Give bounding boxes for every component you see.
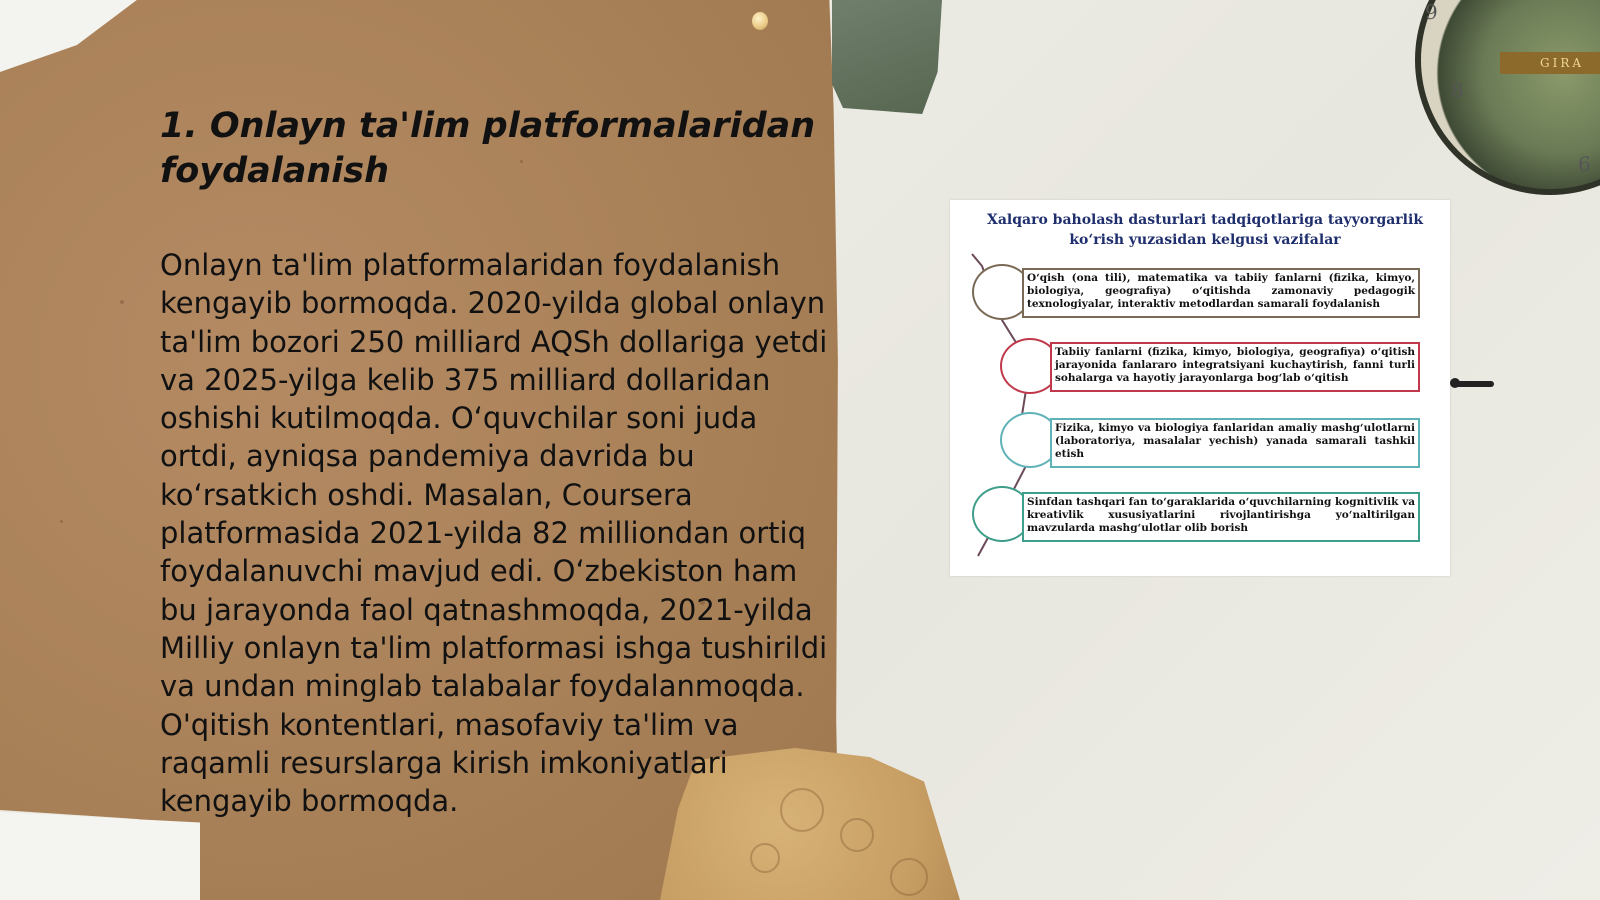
clock-number: 9 — [1425, 0, 1438, 24]
clock-badge: GIRA — [1500, 52, 1600, 74]
infographic-title: Xalqaro baholash dasturlari tadqiqotlariga tayyorgarlik ko‘rish yuzasidan kelgusi vazifalar — [986, 212, 1424, 248]
clock-number: 6 — [1578, 152, 1591, 176]
paper-scrap-bottom — [0, 812, 200, 900]
ink-dash-mark — [1452, 381, 1494, 387]
slide-title: 1. Onlayn ta'lim platformalaridan foydalanish — [160, 106, 816, 191]
clock-number: 8 — [1451, 78, 1464, 102]
pushpin-icon — [752, 12, 768, 30]
slide-body-text: Onlayn ta'lim platformalaridan foydalanish kengayib bormoqda. 2020-yilda global onlayn ta'lim bozori 250 milliard AQSh dollariga yetdi va 2025-yilga kelib 375 milliard dollaridan oshishi kutilmoqda. O‘quvchilar soni juda ortdi, ayniqsa pandemiya davrida bu ko‘rsatkich oshdi. Masalan, Coursera platformasida 2021-yilda 82 milliondan ortiq foydalanuvchi mavjud edi. O‘zbekiston ham bu jarayonda faol qatnashmoqda, 2021-yilda Milliy onlayn ta'lim platformasi ishga tushirildi va undan minglab talabalar foydalanmoqda. O'qitish kontentlari, masofaviy ta'lim va raqamli resurslarga kirish imkoniyatlari kengayib bormoqda. — [160, 248, 828, 819]
item-box-2: Tabiiy fanlarni (fizika, kimyo, biologiya, geografiya) o‘qitish jarayonida fanlararo integratsiyani kuchaytirish, fanni turli sohalarga va hayotiy jarayonlarga bog‘lab o‘qitish — [1050, 342, 1420, 392]
item-box-4: Sinfdan tashqari fan to‘garaklarida o‘quvchilarning kognitivlik va kreativlik xususiyatlarini rivojlantirishga yo‘naltirilgan mavzularda mashg‘ulotlar olib borish — [1022, 492, 1420, 542]
infographic-card — [950, 200, 1450, 576]
item-box-1: O‘qish (ona tili), matematika va tabiiy fanlarni (fizika, kimyo, biologiya, geografiya) o‘qitishda zamonaviy pedagogik texnologiyalar, interaktiv metodlardan samarali foydalanish — [1022, 268, 1420, 318]
green-paper-scrap — [832, 0, 942, 120]
item-box-3: Fizika, kimyo va biologiya fanlaridan amaliy mashg‘ulotlarni (laboratoriya, masalalar yechish) yanada samarali tashkil etish — [1050, 418, 1420, 468]
